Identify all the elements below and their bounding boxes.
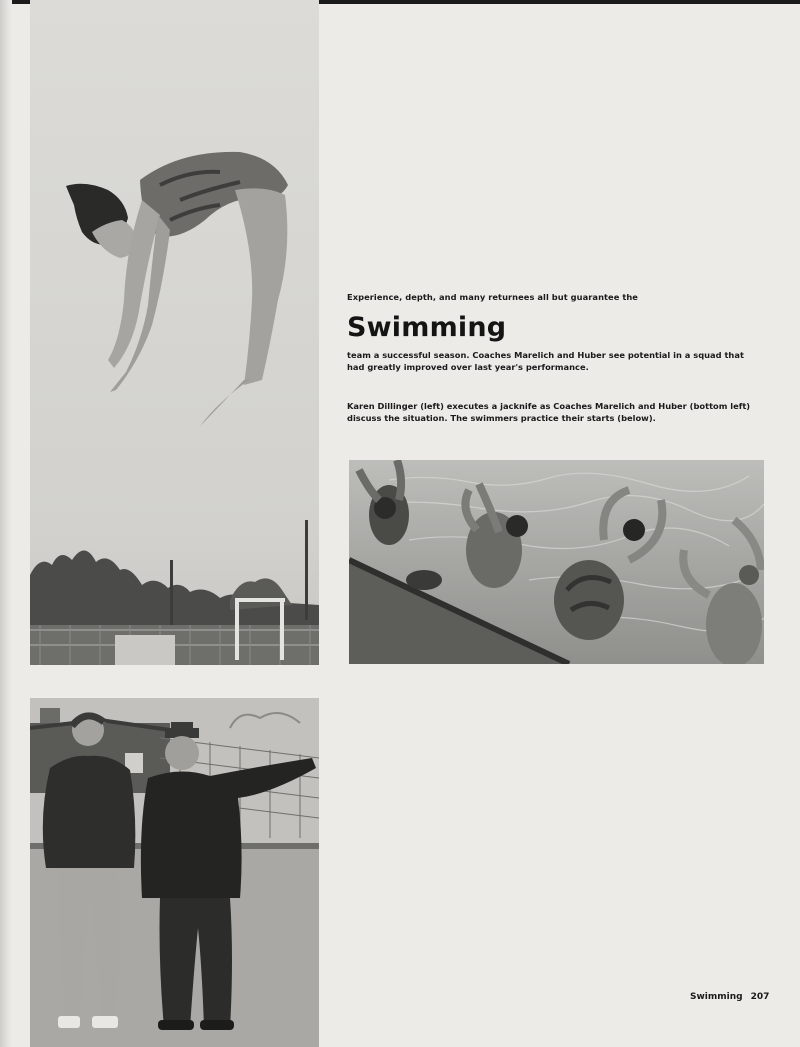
page-gutter-edge [0,0,12,1047]
page-folio [690,992,770,1002]
photo-diver-jacknife [30,0,319,665]
page-title: Swimming [347,312,507,343]
intro-line: Experience, depth, and many returnees all but guarantee the [347,292,638,302]
photo-coaches-discussion [30,698,319,1047]
body-paragraph: team a successful season. Coaches Marelich and Huber see potential in a squad that had greatly improved over last year's performance. [347,350,744,372]
page-number: 207 [750,992,770,1002]
folio-section: Swimming [690,992,743,1002]
photo-caption: Karen Dillinger (left) executes a jacknife as Coaches Marelich and Huber (bottom left) discuss the situation. The swimmers practice their starts (below). [347,401,751,423]
photo-swimmers-starts [349,460,764,664]
